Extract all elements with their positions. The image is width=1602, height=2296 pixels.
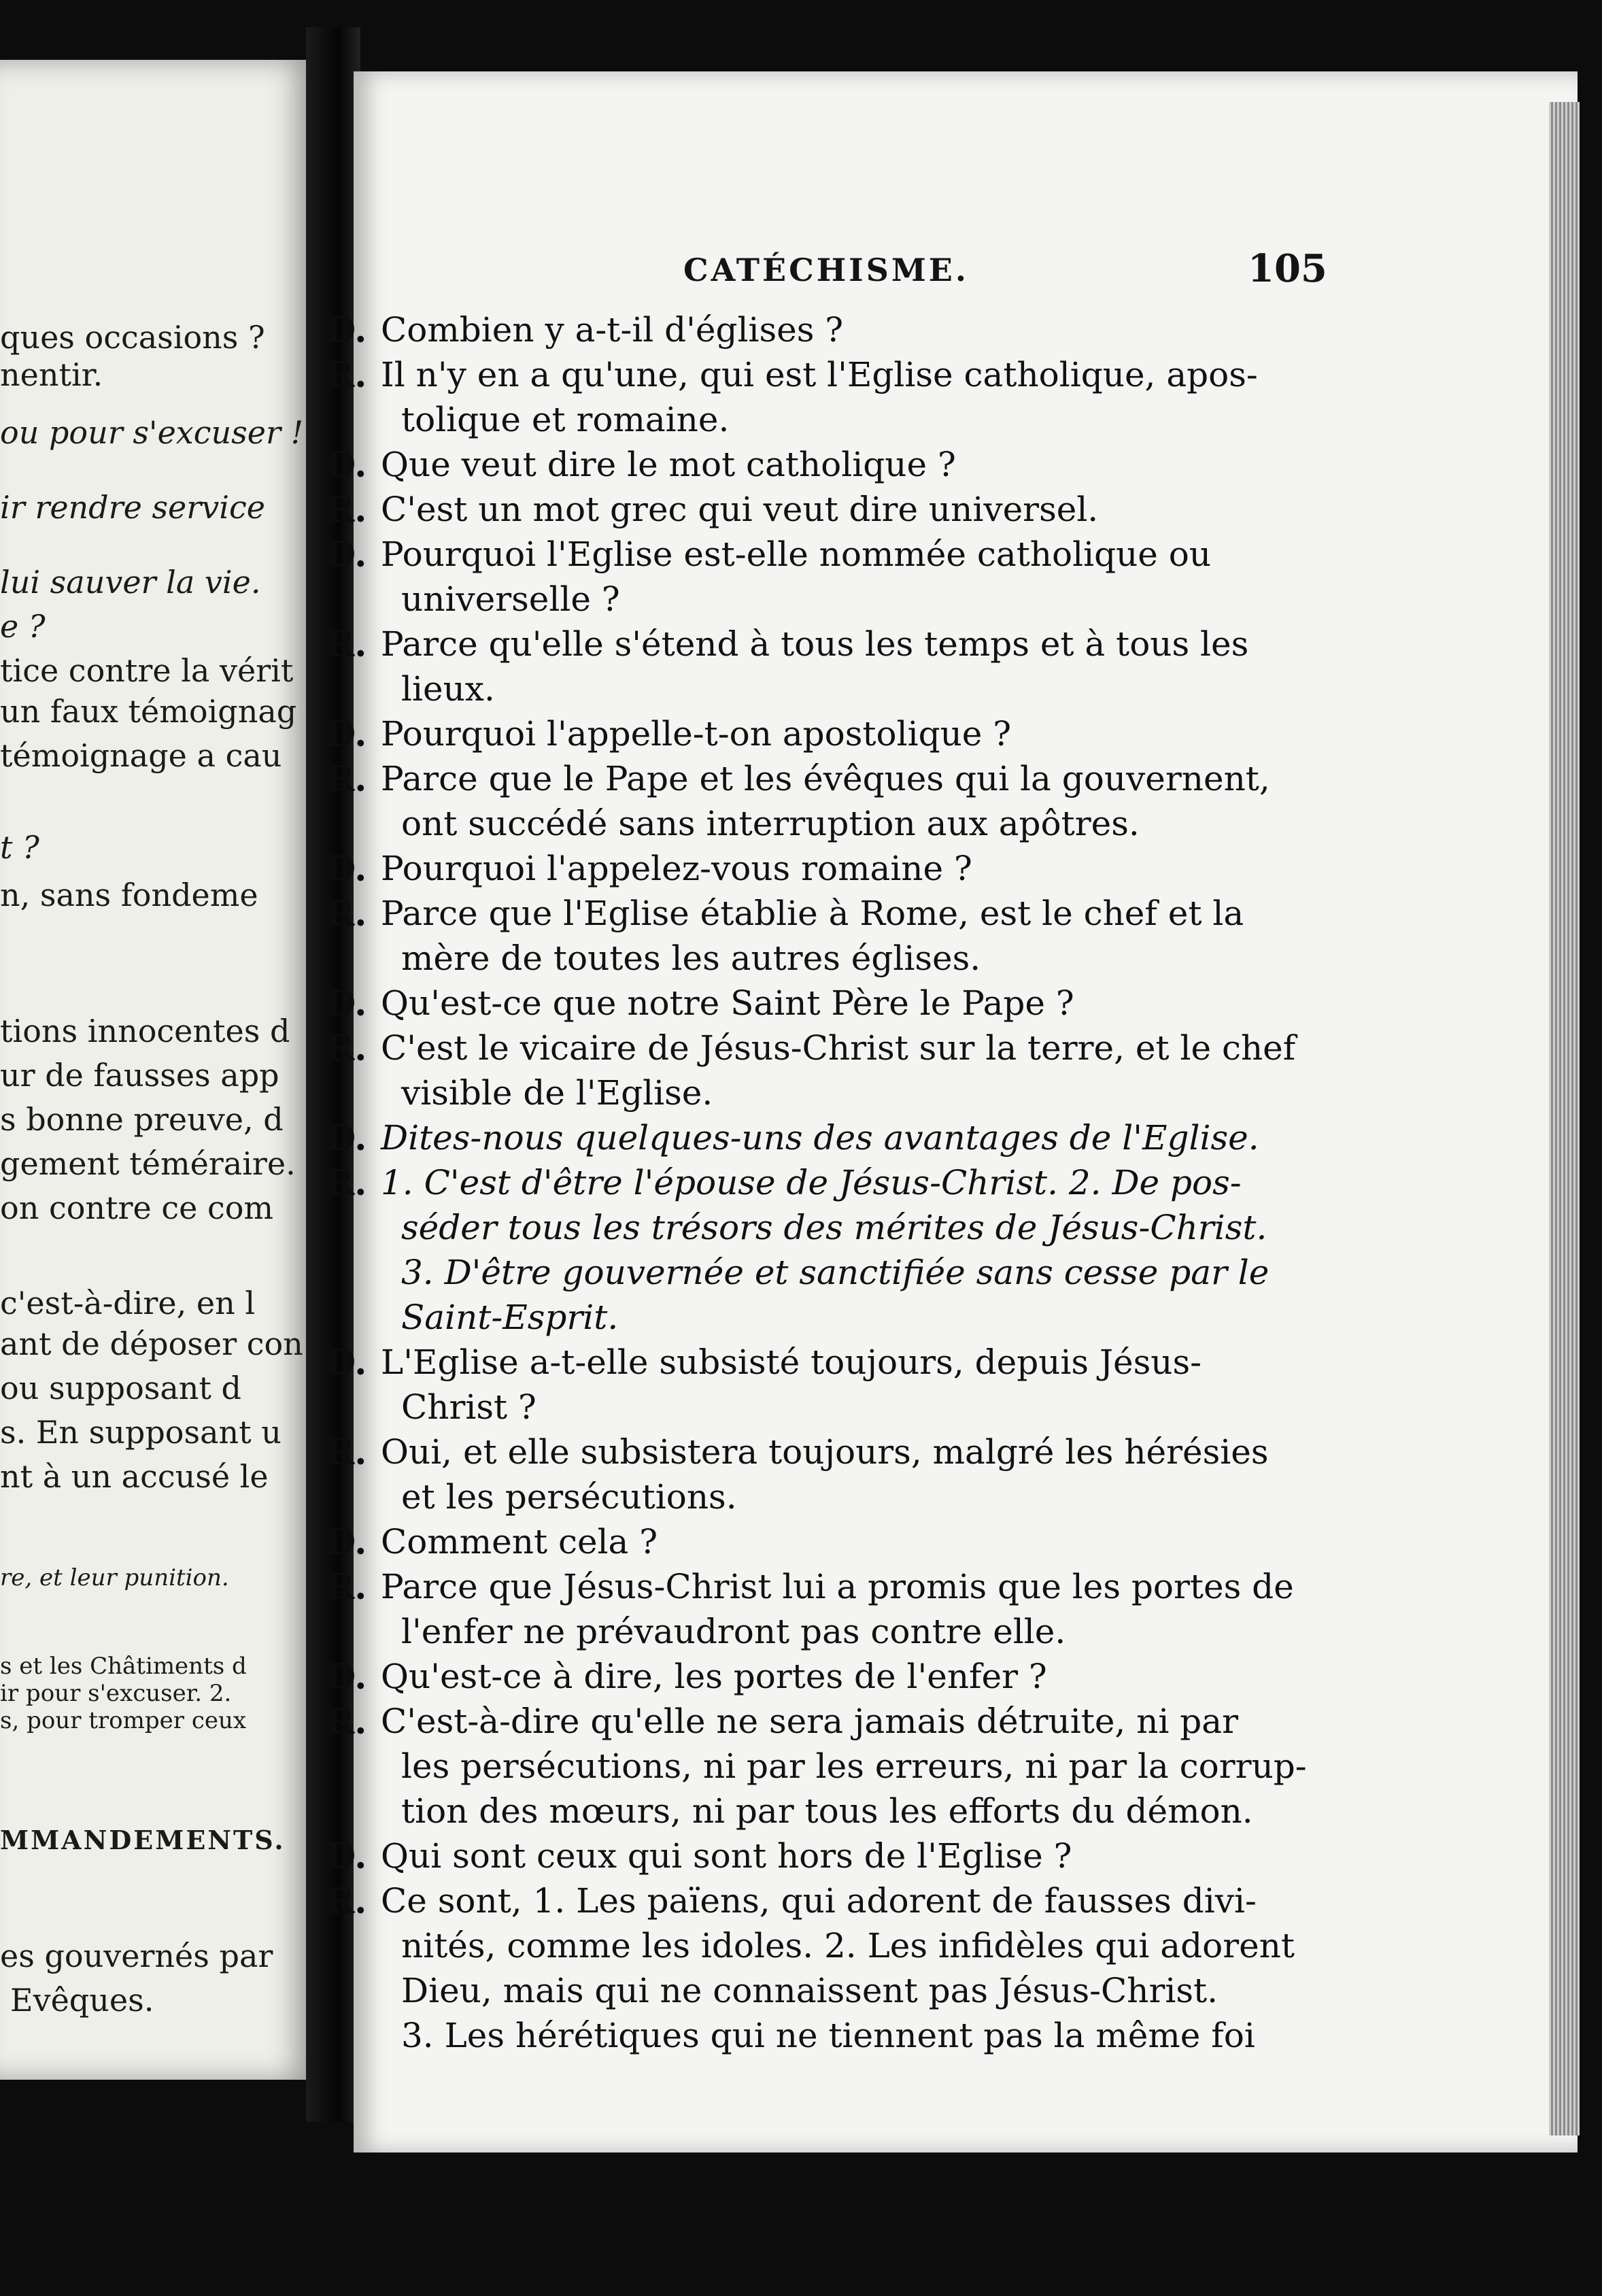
answer-text: tolique et romaine.	[401, 400, 730, 439]
left-page-line: gement téméraire.	[0, 1145, 296, 1182]
running-head: CATÉCHISME.	[683, 252, 969, 288]
answer-text: 1. C'est d'être l'épouse de Jésus-Christ. 2. De pos-	[381, 1163, 1242, 1202]
question-text: universelle ?	[401, 579, 620, 619]
question-text: Qu'est-ce que notre Saint Père le Pape ?	[381, 983, 1074, 1023]
left-page-line: es gouvernés par	[0, 1938, 273, 1974]
answer-text: 3. Les hérétiques qui ne tiennent pas la même foi	[401, 2016, 1255, 2055]
answer-text: mère de toutes les autres églises.	[401, 939, 981, 978]
answer-marker: R.	[325, 1701, 367, 1742]
answer-marker: R.	[325, 893, 367, 934]
answer-marker: R.	[325, 489, 367, 530]
question-marker: D.	[325, 1656, 367, 1698]
answer-text: Saint-Esprit.	[401, 1298, 619, 1337]
answer-text: tion des mœurs, ni par tous les efforts du démon.	[401, 1791, 1253, 1831]
answer-text: l'enfer ne prévaudront pas contre elle.	[401, 1612, 1066, 1651]
answer-text: nités, comme les idoles. 2. Les infidèles qui adorent	[401, 1926, 1295, 1965]
question-marker: D.	[325, 444, 367, 486]
left-page-line: s et les Châtiments d	[0, 1653, 247, 1680]
question-text: Qu'est-ce à dire, les portes de l'enfer ?	[381, 1657, 1047, 1696]
left-page-line: ant de déposer con	[0, 1326, 303, 1362]
left-page-line: ir rendre service	[0, 489, 265, 526]
facing-left-page	[0, 60, 316, 2080]
question-marker: D.	[325, 1117, 367, 1159]
answer-text: Ce sont, 1. Les païens, qui adorent de fausses divi-	[381, 1881, 1257, 1921]
left-page-line: on contre ce com	[0, 1189, 274, 1226]
left-page-line: s, pour tromper ceux	[0, 1707, 247, 1734]
question-text: Comment cela ?	[381, 1522, 658, 1561]
answer-text: et les persécutions.	[401, 1477, 737, 1517]
answer-marker: R.	[325, 1162, 367, 1204]
page-edges	[1549, 102, 1580, 2135]
question-text: L'Eglise a-t-elle subsisté toujours, depuis Jésus-	[381, 1343, 1202, 1382]
answer-text: Parce que Jésus-Christ lui a promis que les portes de	[381, 1567, 1294, 1606]
left-page-line: s bonne preuve, d	[0, 1101, 284, 1138]
question-marker: D.	[325, 1342, 367, 1383]
left-page-line: ou pour s'excuser !	[0, 414, 304, 451]
answer-text: C'est un mot grec qui veut dire universel.	[381, 490, 1099, 529]
question-marker: D.	[325, 534, 367, 575]
left-page-line: n, sans fondeme	[0, 877, 258, 913]
left-page-line: témoignage a cau	[0, 737, 282, 774]
left-page-line: ou supposant d	[0, 1370, 241, 1406]
answer-marker: R.	[325, 1566, 367, 1608]
left-page-line: t ?	[0, 829, 39, 866]
question-marker: D.	[325, 848, 367, 890]
left-page-line: s. En supposant u	[0, 1414, 282, 1451]
answer-text: 3. D'être gouvernée et sanctifiée sans cesse par le	[401, 1253, 1269, 1292]
answer-text: Parce que l'Eglise établie à Rome, est le chef et la	[381, 894, 1244, 933]
answer-text: séder tous les trésors des mérites de Jésus-Christ.	[401, 1208, 1267, 1247]
answer-text: Parce que le Pape et les évêques qui la gouvernent,	[381, 759, 1270, 798]
question-text: Qui sont ceux qui sont hors de l'Eglise ?	[381, 1836, 1072, 1876]
answer-text: visible de l'Eglise.	[401, 1073, 713, 1113]
question-text: Pourquoi l'appelle-t-on apostolique ?	[381, 714, 1012, 754]
left-page-line: lui sauver la vie.	[0, 564, 261, 601]
question-text: Christ ?	[401, 1387, 536, 1427]
left-page-line: tice contre la vérit	[0, 652, 294, 689]
left-page-line: ur de fausses app	[0, 1057, 279, 1094]
answer-text: lieux.	[401, 669, 495, 709]
answer-text: Dieu, mais qui ne connaissent pas Jésus-Christ.	[401, 1971, 1218, 2010]
answer-marker: R.	[325, 1880, 367, 1922]
answer-text: les persécutions, ni par les erreurs, ni par la corrup-	[401, 1746, 1307, 1786]
left-page-line: Evêques.	[10, 1982, 154, 2019]
left-page-line: re, et leur punition.	[0, 1564, 229, 1591]
left-page-line: MMANDEMENTS.	[0, 1825, 286, 1855]
answer-text: ont succédé sans interruption aux apôtres.	[401, 804, 1140, 843]
question-marker: D.	[325, 983, 367, 1024]
question-text: Pourquoi l'appelez-vous romaine ?	[381, 849, 972, 888]
answer-marker: R.	[325, 1028, 367, 1069]
answer-text: C'est-à-dire qu'elle ne sera jamais détruite, ni par	[381, 1702, 1239, 1741]
question-text: Combien y a-t-il d'églises ?	[381, 310, 844, 350]
left-page-line: ir pour s'excuser. 2.	[0, 1680, 232, 1707]
answer-text: Il n'y en a qu'une, qui est l'Eglise catholique, apos-	[381, 355, 1258, 394]
question-marker: D.	[325, 309, 367, 351]
left-page-line: ques occasions ?	[0, 319, 265, 356]
left-page-line: c'est-à-dire, en l	[0, 1285, 256, 1321]
question-text: Pourquoi l'Eglise est-elle nommée catholique ou	[381, 535, 1212, 574]
page-number: 105	[1248, 246, 1327, 291]
answer-marker: R.	[325, 758, 367, 800]
answer-text: C'est le vicaire de Jésus-Christ sur la terre, et le chef	[381, 1028, 1296, 1068]
answer-marker: R.	[325, 624, 367, 665]
question-marker: D.	[325, 1836, 367, 1877]
left-page-line: nentir.	[0, 356, 103, 393]
left-page-line: e ?	[0, 608, 46, 645]
answer-text: Parce qu'elle s'étend à tous les temps et à tous les	[381, 624, 1249, 664]
question-text: Dites-nous quelques-uns des avantages de l'Eglise.	[381, 1118, 1259, 1158]
left-page-line: tions innocentes d	[0, 1013, 290, 1049]
question-marker: D.	[325, 713, 367, 755]
answer-marker: R.	[325, 354, 367, 396]
left-page-line: un faux témoignag	[0, 693, 297, 730]
left-page-line: nt à un accusé le	[0, 1458, 269, 1495]
answer-marker: R.	[325, 1432, 367, 1473]
answer-text: Oui, et elle subsistera toujours, malgré les hérésies	[381, 1432, 1269, 1472]
question-marker: D.	[325, 1521, 367, 1563]
question-text: Que veut dire le mot catholique ?	[381, 445, 956, 484]
